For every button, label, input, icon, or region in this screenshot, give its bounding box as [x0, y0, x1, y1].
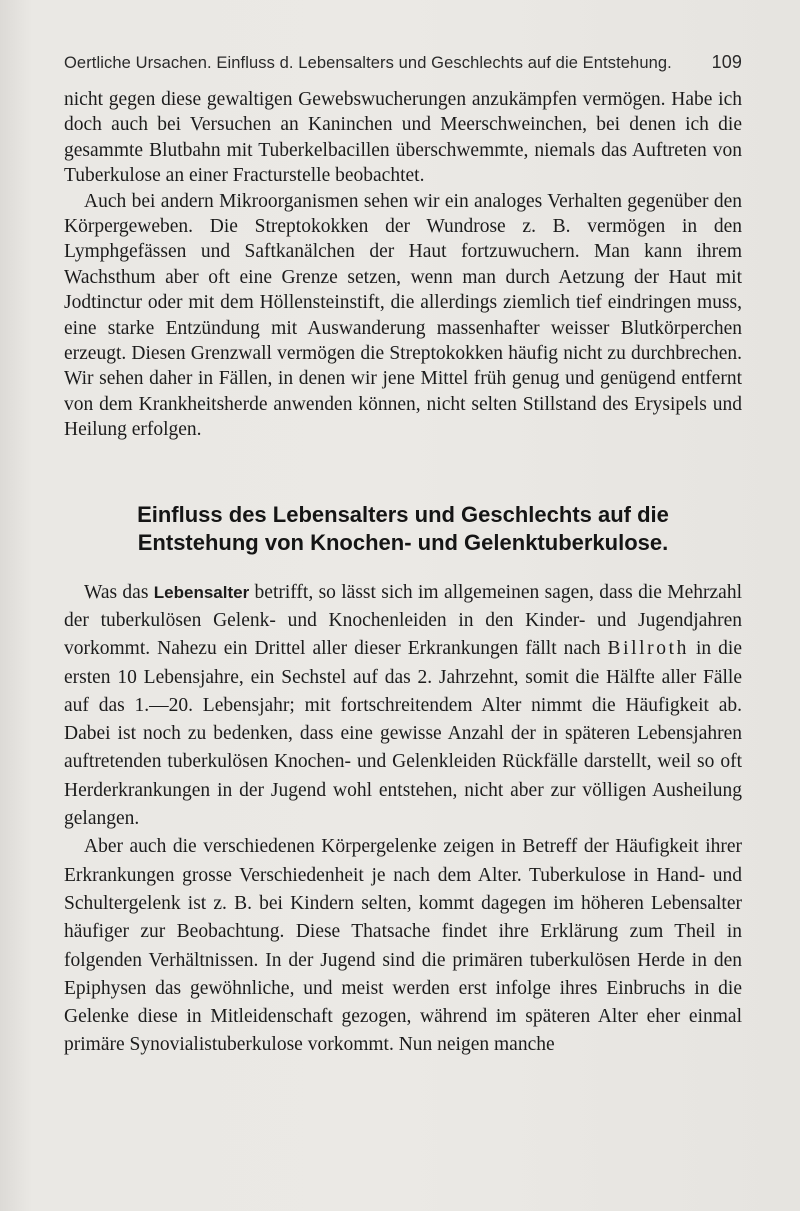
page-number: 109: [711, 52, 742, 72]
section-heading: Einfluss des Lebensalters und Geschlechts auf die Entstehung von Knochen- und Gelenktuberkulose.: [137, 501, 669, 555]
paragraph-age-middle: betrifft, so lässt sich im allgemeinen sagen, dass die Mehrzahl der tuberkulösen Gelenk- und Knochenleiden in den Kinder- und Jugendjahren vorkommt. Nahezu ein Drittel aller dieser Erkrankungen fällt nach: [64, 581, 742, 660]
paragraph-continuation: nicht gegen diese gewaltigen Gewebswucherungen anzukämpfen vermögen. Habe ich doch auch bei Versuchen an Kaninchen und Meerschweinchen, bei denen ich die gesammte Blutbahn mit Tuberkelbacillen überschwemmte, niemals das Auftreten von Tuberkulose an einer Fracturstelle beobachtet.: [64, 89, 742, 187]
running-head-title: Oertliche Ursachen. Einfluss d. Lebensalters und Geschlechts auf die Entstehung.: [64, 54, 672, 72]
running-head: [64, 52, 742, 73]
author-name-billroth: Billroth: [607, 638, 689, 660]
paragraph-age-tail: in die ersten 10 Lebensjahre, ein Sechstel auf das 2. Jahrzehnt, somit die Hälfte aller Fälle auf das 1.—20. Lebensjahr; mit fortschreitendem Alter nimmt die Häufigkeit ab. Dabei ist noch zu bedenken, dass eine gewisse Anzahl der in späteren Lebensjahren auftretenden tuberkulösen Knochen- und Gelenkleiden Rückfälle darstellt, weil so oft Herderkrankungen in der Jugend wohl entstehen, nicht aber zur völligen Ausheilung gelangen.: [64, 638, 742, 830]
paragraph-age-lead: Was das: [84, 581, 154, 603]
paragraph-joints: Aber auch die verschiedenen Körpergelenke zeigen in Betreff der Häufigkeit ihrer Erkrankungen grosse Verschiedenheit je nach dem Alter. Tuberkulose in Hand- und Schultergelenk ist z. B. bei Kindern selten, kommt dagegen im höheren Lebensalter häufiger zur Beobachtung. Diese Thatsache findet ihre Erklärung zum Theil in folgenden Verhältnissen. In der Jugend sind die primären tuberkulösen Herde in den Epiphysen das gewöhnliche, und meist werden erst infolge ihres Einbruchs in die Gelenke diese in Mitleidenschaft gezogen, während im späteren Alter eher einmal primäre Synovialistuberkulose vorkommt. Nun neigen manche: [64, 836, 742, 1056]
paragraph-age: [64, 579, 742, 834]
paragraph-streptococci: Auch bei andern Mikroorganismen sehen wir ein analoges Verhalten gegenüber den Körpergeweben. Die Streptokokken der Wundrose z. B. vermögen in den Lymphgefässen und Saftkanälchen der Haut fortzuwuchern. Man kann ihrem Wachsthum aber oft eine Grenze setzen, wenn man durch Aetzung der Haut mit Jodtinctur oder mit dem Höllensteinstift, die allerdings ziemlich tief eindringen muss, eine starke Entzündung mit Auswanderung massenhafter weisser Blutkörperchen erzeugt. Diesen Grenzwall vermögen die Streptokokken häufig nicht zu durchbrechen. Wir sehen daher in Fällen, in denen wir jene Mittel früh genug und genügend entfernt von dem Krankheitsherde anwenden können, nicht selten Stillstand des Erysipels und Heilung erfolgen.: [64, 190, 742, 441]
section-body: [64, 579, 742, 1060]
bold-term-lebensalter: Lebensalter: [153, 582, 250, 602]
